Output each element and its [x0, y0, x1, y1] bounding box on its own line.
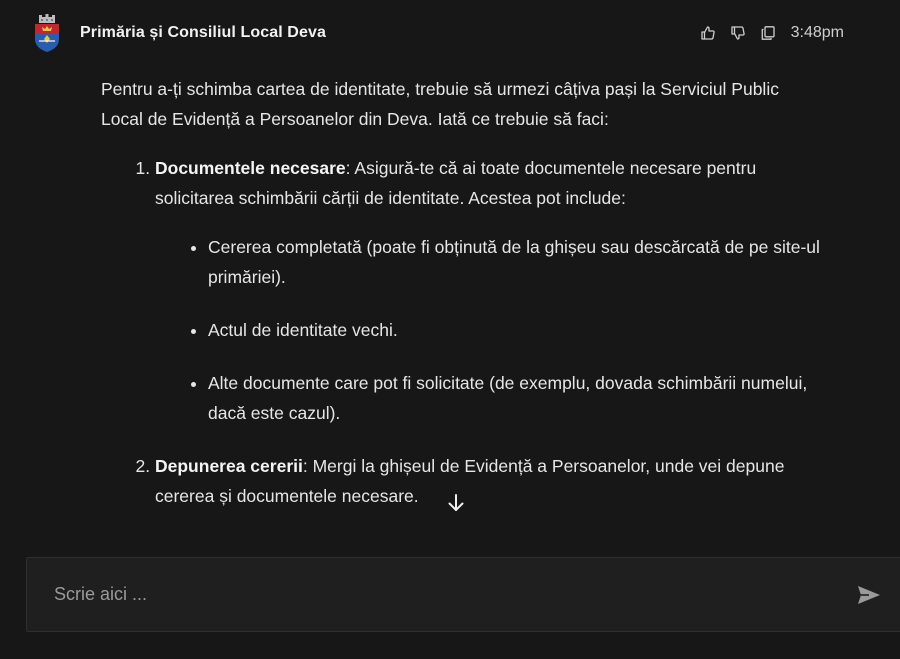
step-item [155, 451, 821, 511]
message-composer [26, 557, 900, 632]
message-intro: Pentru a-ți schimba cartea de identitate, trebuie să urmezi câțiva pași la Serviciul Public Local de Evidență a Persoanelor din Deva. Iată ce trebuie să faci: [101, 79, 779, 129]
step-text: : Asigură-te că ai toate documentele necesare pentru solicitarea schimbării cărții de identitate. Acestea pot include: [155, 158, 757, 208]
list-item: • Actul de identitate vechi. [208, 315, 821, 345]
list-item: • Cererea completată (poate fi obținută de la ghișeu sau descărcată de pe site-ul primăriei). [208, 232, 821, 292]
arrow-down-icon [445, 492, 467, 514]
steps-list [101, 153, 821, 511]
documents-list [155, 232, 821, 428]
thumbs-down-button[interactable] [729, 24, 747, 42]
step-item [155, 153, 821, 428]
message-header [34, 14, 844, 52]
copy-icon [760, 25, 776, 41]
scroll-to-bottom-button[interactable] [439, 486, 473, 520]
step-title: Documentele necesare [155, 158, 346, 178]
list-item: • Alte documente care pot fi solicitate (de exemplu, dovada schimbării numelui, dacă este cazul). [208, 368, 821, 428]
sender-name: Primăria și Consiliul Local Deva [80, 24, 326, 41]
step-text: : Mergi la ghișeul de Evidență a Persoanelor, unde vei depune cererea și documentele necesare. [155, 456, 785, 506]
coat-of-arms-icon [34, 14, 60, 52]
send-icon [856, 584, 882, 606]
thumbs-up-button[interactable] [699, 24, 717, 42]
message-body [101, 74, 821, 554]
send-button[interactable] [855, 582, 883, 608]
thumbs-down-icon [730, 25, 746, 41]
copy-button[interactable] [759, 24, 777, 42]
message-actions [699, 24, 844, 42]
message-time: 3:48pm [790, 24, 844, 41]
step-title: Depunerea cererii [155, 456, 303, 476]
message-input[interactable] [27, 558, 827, 631]
thumbs-up-icon [700, 25, 716, 41]
